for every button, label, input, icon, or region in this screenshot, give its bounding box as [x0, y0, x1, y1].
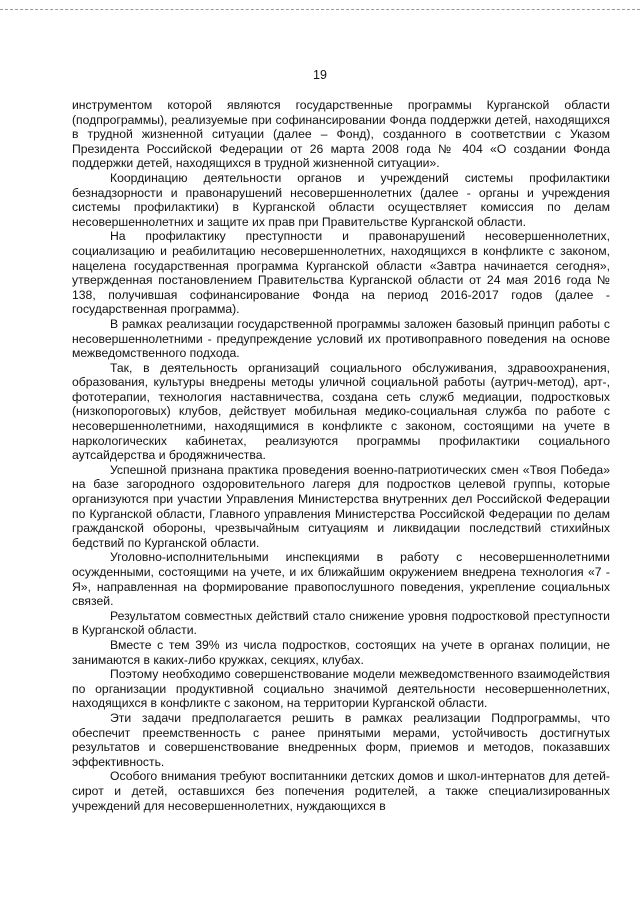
paragraph: инструментом которой являются государственные программы Курганской области (подпрограммы), реализуемые при софинансировании Фонда поддержки детей, находящихся в трудной жизненной ситуации (далее – Фонд), созданного в соответствии с Указом Президента Российской Федерации от 26 марта 2008 года № 404 «О создании Фонда поддержки детей, находящихся в трудной жизненной ситуации».	[72, 98, 610, 171]
paragraph: Результатом совместных действий стало снижение уровня подростковой преступности в Курганской области.	[72, 608, 610, 638]
top-dashed-rule	[0, 9, 640, 10]
paragraph: Вместе с тем 39% из числа подростков, состоящих на учете в органах полиции, не занимаются в каких-либо кружках, секциях, клубах.	[72, 637, 610, 667]
paragraph: Особого внимания требуют воспитанники детских домов и школ-интернатов для детей-сирот и детей, оставшихся без попечения родителей, а также специализированных учреждений для несовершеннолетних, нуждающихся в	[72, 769, 610, 813]
paragraph: Координацию деятельности органов и учреждений системы профилактики безнадзорности и правонарушений несовершеннолетних (далее - органы и учреждения системы профилактики) в Курганской области осуществляет комиссия по делам несовершеннолетних и защите их прав при Правительстве Курганской области.	[72, 170, 610, 229]
paragraph: Успешной признана практика проведения военно-патриотических смен «Твоя Победа» на базе загородного оздоровительного лагеря для подростков целевой группы, которые организуются при участии Управления Министерства внутренних дел Российской Федерации по Курганской области, Главного управления Министерства Российской Федерации по делам гражданской обороны, чрезвычайным ситуациям и ликвидации последствий стихийных бедствий по Курганской области.	[72, 462, 610, 550]
paragraph: Поэтому необходимо совершенствование модели межведомственного взаимодействия по организации продуктивной социально значимой деятельности несовершеннолетних, находящихся в конфликте с законом, на территории Курганской области.	[72, 667, 610, 711]
paragraph: В рамках реализации государственной программы заложен базовый принцип работы с несовершеннолетними - предупреждение условий их противоправного поведения на основе межведомственного подхода.	[72, 316, 610, 361]
document-body	[72, 98, 610, 813]
paragraph: На профилактику преступности и правонарушений несовершеннолетних, социализацию и реабилитацию несовершеннолетних, находящихся в конфликте с законом, нацелена государственная программа Курганской области «Завтра начинается сегодня», утвержденная постановлением Правительства Курганской области от 24 мая 2016 года № 138, получившая софинансирование Фонда на период 2016-2017 годов (далее - государственная программа).	[72, 229, 610, 317]
paragraph: Уголовно-исполнительными инспекциями в работу с несовершеннолетними осужденными, состоящими на учете, и их ближайшим окружением внедрена технология «7 - Я», направленная на формирование правопослушного поведения, укрепление социальных связей.	[72, 550, 610, 609]
paragraph: Так, в деятельность организаций социального обслуживания, здравоохранения, образования, культуры внедрены методы уличной социальной работы (аутрич-метод), арт-, фототерапии, технология наставничества, создана сеть служб медиации, подростковых (низкопороговых) клубов, действует мобильная медико-социальная служба по работе с несовершеннолетними, находящимися в конфликте с законом, состоящими на учете в наркологических кабинетах, реализуются программы профилактики социального аутсайдерства и бродяжничества.	[72, 360, 610, 463]
paragraph: Эти задачи предполагается решить в рамках реализации Подпрограммы, что обеспечит преемственность с ранее принятыми мерами, устойчивость достигнутых результатов и совершенствование внедренных форм, приемов и методов, показавших эффективность.	[72, 710, 610, 769]
page-number: 19	[313, 68, 327, 82]
